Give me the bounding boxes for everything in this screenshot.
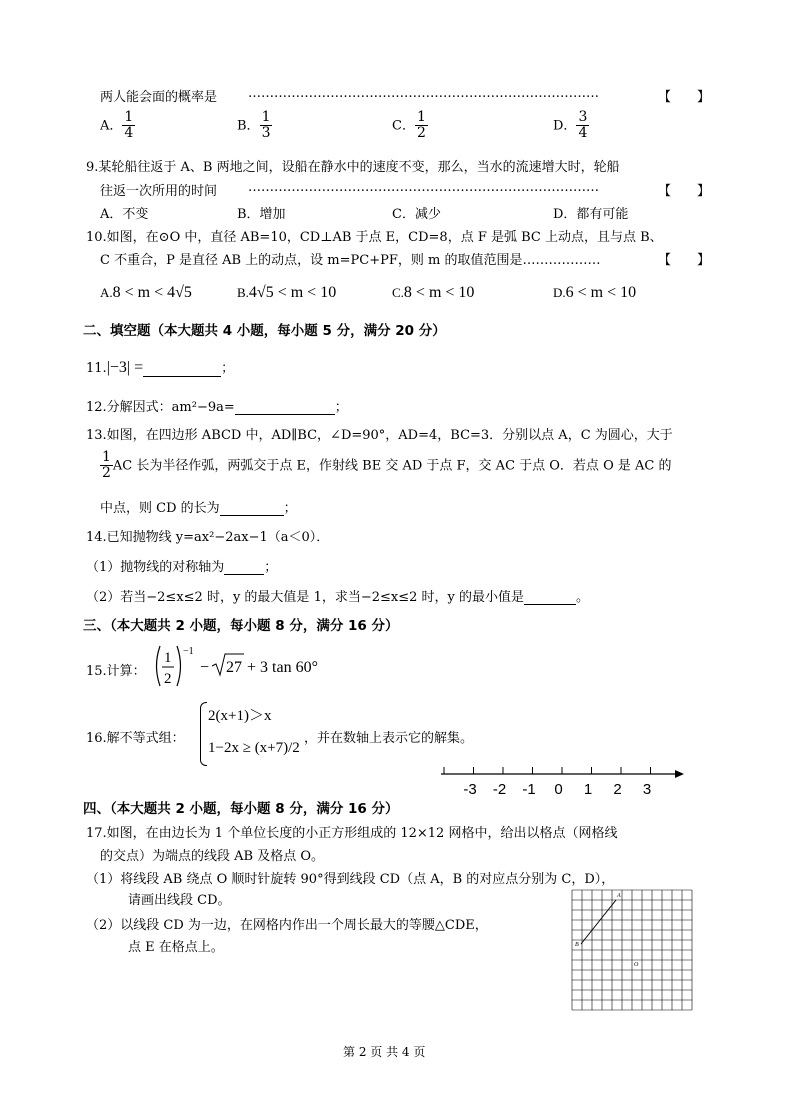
section-2-heading: 二、填空题（本大题共 4 小题，每小题 5 分，满分 20 分） <box>83 323 446 339</box>
q8-option-d: D． $\frac{3}{4}$ <box>553 109 588 142</box>
svg-text:+ 3 tan 60°: + 3 tan 60° <box>247 659 318 676</box>
q17-sub1-line2: 请画出线段 CD。 <box>128 893 231 908</box>
q16-number-line <box>436 764 686 804</box>
q9-line2: 往返一次所用的时间 <box>100 184 218 199</box>
q10-line2: C 不重合，P 是直径 AB 上的动点，设 m=PC+PF，则 m 的取值范围是……………… <box>100 253 601 268</box>
number-line-label: 1 <box>583 781 593 798</box>
q16-label: 16.解不等式组： <box>86 731 185 746</box>
q9-line1: 9.某轮船往返于 A、B 两地之间，设船在静水中的速度不变，那么，当水的流速增大时，轮船 <box>86 160 620 175</box>
svg-text:−1: −1 <box>183 646 194 657</box>
q17-sub2-line2: 点 E 在格点上。 <box>128 940 224 955</box>
page-footer: 第 2 页 共 4 页 <box>343 1045 426 1059</box>
q16-instruction: ，并在数轴上表示它的解集。 <box>304 731 474 746</box>
q13-line2: $\frac{1}{2}$ AC 长为半径作弧，两弧交于点 E，作射线 BE 交 AD 于点 F，交 AC 于点 O．若点 O 是 AC 的 <box>102 449 672 482</box>
q15-label: 15.计算： <box>86 664 146 679</box>
q14-sub2: （2）若当−2≤x≤2 时，y 的最大值是 1，求当−2≤x≤2 时，y 的最小值是 。 <box>86 590 590 605</box>
q8-stem <box>100 86 217 105</box>
q10-answer-bracket: 【 】 <box>658 253 711 268</box>
q8-option-c: C． $\frac{1}{2}$ <box>392 109 426 142</box>
number-line-label: -2 <box>492 781 507 798</box>
q11-expr: |−3| = <box>106 359 144 376</box>
segment-ab <box>581 900 616 944</box>
number-line-label: 3 <box>642 781 652 798</box>
q17-sub1-line1: （1）将线段 AB 绕点 O 顺时针旋转 90°得到线段 CD（点 A，B 的对应点分别为 C，D）， <box>86 872 615 887</box>
q11: 11.|−3| = ； <box>86 359 235 376</box>
q14-blank-2 <box>524 590 576 605</box>
q14-blank-1 <box>224 560 264 575</box>
q10-option-b: B.4√5 < m < 10 <box>237 284 337 301</box>
q13-blank <box>220 501 284 516</box>
number-line-label: -3 <box>463 781 477 798</box>
q8-option-a: A． $\frac{1}{4}$ <box>100 109 134 142</box>
point-o-label: O <box>634 962 639 968</box>
q8-option-b: B． $\frac{1}{3}$ <box>237 109 271 142</box>
q10-line1: 10.如图，在⊙O 中，直径 AB=10，CD⊥AB 于点 E，CD=8，点 F 是弧 BC 上动点，且与点 B、 <box>86 230 663 245</box>
q17-line1: 17.如图，在由边长为 1 个单位长度的小正方形组成的 12×12 网格中，给出以格点（网格线 <box>86 826 618 841</box>
q13-line3: 中点，则 CD 的长为 ； <box>100 501 297 516</box>
svg-text:27: 27 <box>226 659 242 676</box>
q8-text: 两人能会面的概率是 <box>100 90 218 105</box>
q8-dots: ……………………………………………………………………… <box>248 86 599 101</box>
q10-option-c: C.8 < m < 10 <box>392 284 475 301</box>
q11-blank <box>143 362 221 377</box>
svg-text:2: 2 <box>164 671 172 687</box>
q16-brace <box>200 702 207 766</box>
q14-stem: 14.已知抛物线 y=ax²−2ax−1（a＜0）． <box>86 530 330 545</box>
q10-option-a: A.8 < m < 4√5 <box>100 284 192 301</box>
q12: 12.分解因式：am²−9a= ； <box>86 400 348 415</box>
q8-answer-bracket: 【 】 <box>658 90 711 105</box>
number-line-label: -1 <box>522 781 536 798</box>
q17-line2: 的交点）为端点的线段 AB 及格点 O。 <box>100 849 324 864</box>
q14-sub1: （1）抛物线的对称轴为 ； <box>86 560 278 575</box>
q9-option-a: A．不变 <box>100 207 149 222</box>
q9-option-b: B．增加 <box>237 207 286 222</box>
q17-grid-figure <box>568 886 696 1014</box>
q9-option-d: D．都有可能 <box>553 207 629 222</box>
svg-text:1: 1 <box>164 650 172 666</box>
q16-inequality-2: 1−2x ≥ (x+7)/2 <box>208 740 300 756</box>
number-line-arrow <box>675 770 684 778</box>
q15-expression <box>150 642 330 692</box>
q13-line1: 13.如图，在四边形 ABCD 中，AD∥BC，∠D=90°，AD=4，BC=3．分别以点 A，C 为圆心，大于 <box>86 428 673 443</box>
point-b-label: B <box>575 942 579 948</box>
q12-blank <box>235 400 335 415</box>
section-4-heading: 四、（本大题共 2 小题，每小题 8 分，满分 16 分） <box>83 801 399 817</box>
svg-text:−: − <box>200 659 210 676</box>
q17-sub2-line1: （2）以线段 CD 为一边，在网格内作出一个周长最大的等腰△CDE， <box>86 918 488 933</box>
q10-option-d: D.6 < m < 10 <box>553 284 637 301</box>
number-line-label: 2 <box>613 781 622 798</box>
number-line-label: 0 <box>554 781 563 798</box>
q16-inequality-1: 2(x+1)＞x <box>208 708 272 724</box>
point-a-label: A <box>617 893 621 899</box>
q9-option-c: C．减少 <box>392 207 441 222</box>
section-3-heading: 三、（本大题共 2 小题，每小题 8 分，满分 16 分） <box>83 618 399 634</box>
q9-dots: ……………………………………………………………………… <box>248 180 599 195</box>
q9-answer-bracket: 【 】 <box>658 184 711 199</box>
